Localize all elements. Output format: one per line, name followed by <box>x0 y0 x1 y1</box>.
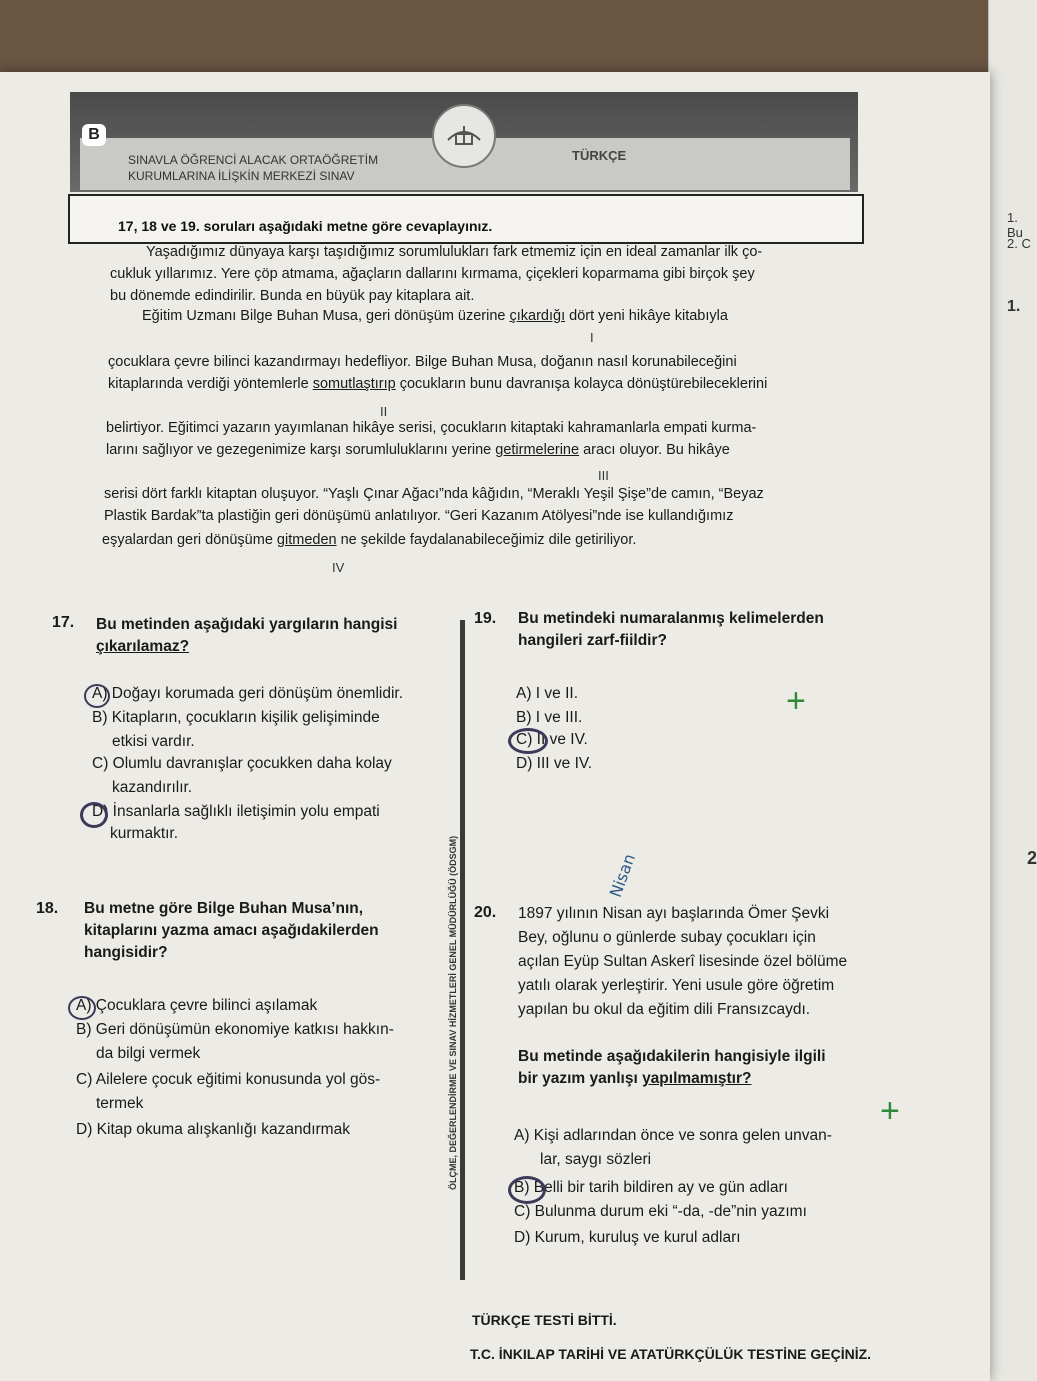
q19-stem-line1: Bu metindeki numaralanmış kelimelerden <box>518 610 824 627</box>
q18-option-b-cont: da bilgi vermek <box>96 1045 201 1062</box>
passage-line-3: bu dönemde edindirilir. Bunda en büyük pay kitaplara ait. <box>110 288 475 304</box>
q20-stem-line1: Bu metinde aşağıdakilerin hangisiyle ilgili <box>518 1048 826 1065</box>
q17-number: 17. <box>52 614 75 631</box>
q18-option-b[interactable]: B) Geri dönüşümün ekonomiye katkısı hakkın- <box>76 1021 394 1038</box>
q19-stem-line2: hangileri zarf-fiildir? <box>518 632 667 649</box>
passage-line-8 <box>106 442 730 458</box>
q19-option-b[interactable]: B) I ve III. <box>516 709 583 726</box>
q18-stem-line2: kitaplarını yazma amacı aşağıdakilerden <box>84 922 379 939</box>
q19-answer-mark-c <box>508 728 548 754</box>
passage-line-8b: aracı oluyor. Bu hikâye <box>579 442 730 458</box>
q19-option-c[interactable]: C) II ve IV. <box>516 731 588 748</box>
passage-line-6a: kitaplarında verdiği yöntemlerle <box>108 376 313 392</box>
column-divider <box>460 620 465 1280</box>
next-page-text-1: 1. Bu <box>1007 210 1023 240</box>
q19-option-a[interactable]: A) I ve II. <box>516 685 579 702</box>
q18-option-d[interactable]: D) Kitap okuma alışkanlığı kazandırmak <box>76 1121 350 1138</box>
booklet-badge: B <box>82 124 106 146</box>
next-test-notice: T.C. İNKILAP TARİHİ VE ATATÜRKÇÜLÜK TESTİNE GEÇİNİZ. <box>470 1346 872 1362</box>
q20-option-a[interactable]: A) Kişi adlarından önce ve sonra gelen unvan- <box>514 1127 832 1144</box>
passage-line-8a: larını sağlıyor ve gezegenimize karşı sorumluluklarını yerine <box>106 442 496 458</box>
handwritten-plus-q20: + <box>880 1092 900 1130</box>
instruction-box <box>68 194 864 244</box>
passage-line-7: belirtiyor. Eğitimci yazarın yayımlanan hikâye serisi, çocukların kitaptaki kahramanlarla empati kurma- <box>106 420 757 436</box>
passage-line-11a: eşyalardan geri dönüşüme <box>102 532 277 548</box>
q18-stem-line1: Bu metne göre Bilge Buhan Musa’nın, <box>84 900 364 917</box>
q18-stem-line3: hangisidir? <box>84 944 168 961</box>
passage-line-6b: çocukların bunu davranışa kolayca dönüştürebileceklerini <box>395 376 768 392</box>
number-label-2: II <box>380 404 388 419</box>
q17-option-a[interactable]: A) Doğayı korumada geri dönüşüm önemlidir. <box>92 685 404 702</box>
passage-line-6 <box>108 376 767 392</box>
q17-stem-line2: çıkarılamaz? <box>96 638 190 655</box>
q19-stem <box>518 608 824 652</box>
numbered-word-3: getirmelerine <box>495 442 580 458</box>
number-label-3: III <box>598 468 609 483</box>
next-page <box>988 0 1037 1381</box>
q20-text-line2: Bey, oğlunu o günlerde subay çocukları için <box>518 929 816 946</box>
handwritten-nisan: Nisan <box>605 851 639 900</box>
number-label-4: IV <box>332 560 345 575</box>
q20-option-b[interactable]: B) Belli bir tarih bildiren ay ve gün adları <box>514 1179 788 1196</box>
passage-line-10: Plastik Bardak”ta plastiğin geri dönüşümü anlatılıyor. “Geri Kazanım Atölyesi”nde ise kullandığımız <box>104 508 734 524</box>
q18-option-c-cont: termek <box>96 1095 144 1112</box>
q20-stem-line2a: bir yazım yanlışı <box>518 1070 643 1087</box>
exam-title-line1: SINAVLA ÖĞRENCİ ALACAK ORTAÖĞRETİM <box>128 153 379 167</box>
exam-title-line2: KURUMLARINA İLİŞKİN MERKEZİ SINAV <box>128 169 355 183</box>
q20-text-line5: yapılan bu okul da eğitim dili Fransızcaydı. <box>518 1001 811 1018</box>
q18-number: 18. <box>36 900 59 917</box>
q18-option-a[interactable]: A) Çocuklara çevre bilinci aşılamak <box>76 997 318 1014</box>
passage-line-1: Yaşadığımız dünyaya karşı taşıdığımız sorumlulukları fark etmemiz için en ideal zamanlar ilk ço- <box>146 244 763 260</box>
passage-line-11b: ne şekilde faydalanabileceğimiz dile getiriliyor. <box>336 532 637 548</box>
passage-line-5: çocuklara çevre bilinci kazandırmayı hedefliyor. Bilge Buhan Musa, doğanın nasıl korunabileceğini <box>108 354 737 370</box>
q17-answer-mark-a <box>84 684 110 708</box>
numbered-word-2: somutlaştırıp <box>312 376 396 392</box>
q17-option-d-cont: kurmaktır. <box>110 825 179 842</box>
q20-stem-line2u: yapılmamıştır? <box>642 1070 752 1087</box>
passage-line-4 <box>142 308 728 324</box>
q17-option-b-cont: etkisi vardır. <box>112 733 195 750</box>
q20-option-d[interactable]: D) Kurum, kuruluş ve kurul adları <box>514 1229 741 1246</box>
exam-title <box>128 152 378 184</box>
q19-number: 19. <box>474 610 497 627</box>
subject-label: TÜRKÇE <box>572 148 627 163</box>
meb-logo <box>432 104 496 168</box>
q17-stem <box>96 614 397 658</box>
q17-option-b[interactable]: B) Kitapların, çocukların kişilik gelişiminde <box>92 709 380 726</box>
q20-option-c[interactable]: C) Bulunma durum eki “-da, -de”nin yazımı <box>514 1203 807 1220</box>
q17-option-d[interactable]: D) İnsanlarla sağlıklı iletişimin yolu empati <box>92 803 380 820</box>
next-page-text-4: 2 <box>1027 848 1037 868</box>
passage-line-2: cukluk yıllarımız. Yere çöp atmama, ağaçların dallarını kırmama, çiçekleri koparmama gibi birçok şey <box>110 266 755 282</box>
q17-stem-line1: Bu metinden aşağıdaki yargıların hangisi <box>96 616 398 633</box>
q18-option-c[interactable]: C) Ailelere çocuk eğitimi konusunda yol gös- <box>76 1071 381 1088</box>
q18-answer-mark-a <box>68 996 96 1020</box>
passage-line-9: serisi dört farklı kitaptan oluşuyor. “Yaşlı Çınar Ağacı”nda kâğıdın, “Meraklı Yeşil Şişe”de camın, “Beyaz <box>104 486 764 502</box>
q17-option-c-cont: kazandırılır. <box>112 779 193 796</box>
instruction-text: 17, 18 ve 19. soruları aşağıdaki metne göre cevaplayınız. <box>118 218 493 234</box>
test-end-notice: TÜRKÇE TESTİ BİTTİ. <box>472 1312 617 1328</box>
publisher-vertical-text: ÖLÇME, DEĞERLENDİRME VE SINAV HİZMETLERİ GENEL MÜDÜRLÜĞÜ (ÖDSGM) <box>448 835 458 1190</box>
next-page-text-2: 2. C <box>1007 236 1031 251</box>
passage-line-4a: Eğitim Uzmanı Bilge Buhan Musa, geri dönüşüm üzerine <box>142 308 510 324</box>
q17-answer-mark-d <box>80 802 108 828</box>
q20-text-line3: açılan Eyüp Sultan Askerî lisesinde özel bölüme <box>518 953 848 970</box>
q20-stem <box>518 1046 826 1090</box>
next-page-text-3: 1. <box>1007 298 1021 315</box>
q18-stem <box>84 898 379 964</box>
q20-option-a-cont: lar, saygı sözleri <box>540 1151 652 1168</box>
q17-option-c[interactable]: C) Olumlu davranışlar çocukken daha kolay <box>92 755 392 772</box>
passage-line-4b: dört yeni hikâye kitabıyla <box>565 308 728 324</box>
handwritten-plus-q19: + <box>786 682 806 720</box>
numbered-word-1: çıkardığı <box>509 308 566 324</box>
passage-line-11 <box>102 532 636 548</box>
q20-answer-mark-b <box>508 1176 546 1204</box>
numbered-word-4: gitmeden <box>276 532 337 548</box>
q19-option-d[interactable]: D) III ve IV. <box>516 755 593 772</box>
number-label-1: I <box>590 330 594 345</box>
q20-text-line4: yatılı olarak yerleştirir. Yeni usule göre öğretim <box>518 977 835 994</box>
q20-text-line1: 1897 yılının Nisan ayı başlarında Ömer Şevki <box>518 905 830 922</box>
q20-stem-line2 <box>518 1068 826 1090</box>
q20-number: 20. <box>474 904 497 921</box>
